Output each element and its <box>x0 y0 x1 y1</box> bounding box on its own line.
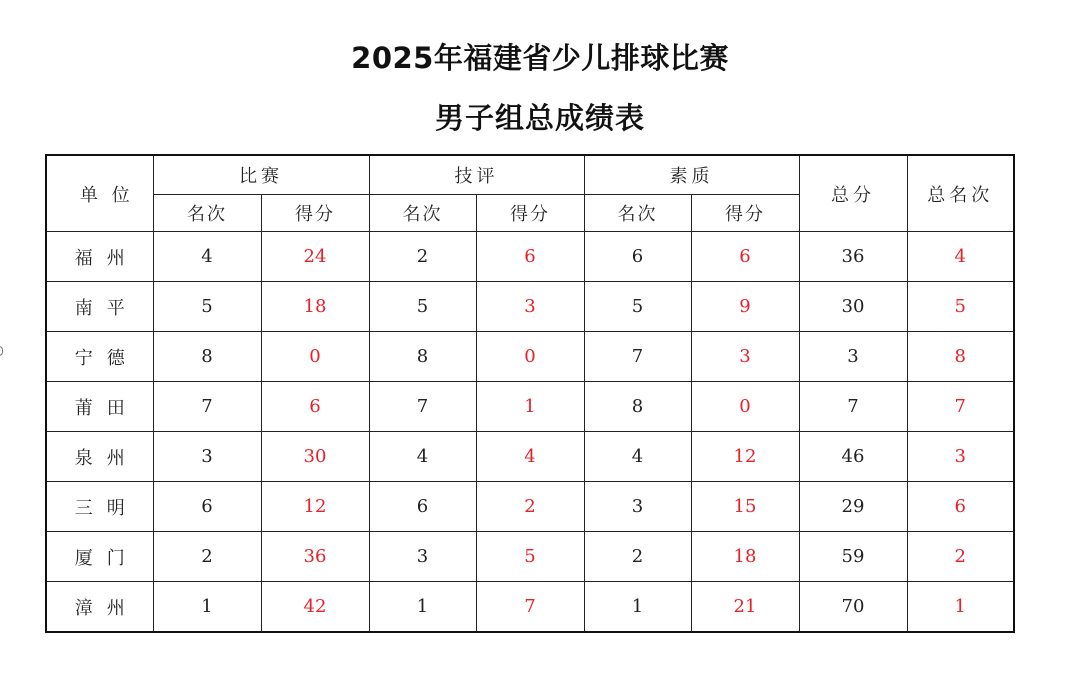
cell-skill-rank: 8 <box>369 332 476 382</box>
cell-match-score: 36 <box>261 532 369 582</box>
header-unit: 单 位 <box>46 155 153 232</box>
header-quality-score: 得分 <box>691 195 799 232</box>
cell-skill-rank: 5 <box>369 282 476 332</box>
cell-total: 36 <box>799 232 907 282</box>
cell-unit: 福州 <box>46 232 153 282</box>
cell-match-score: 42 <box>261 582 369 633</box>
cell-total: 30 <box>799 282 907 332</box>
cell-total-rank: 1 <box>907 582 1014 633</box>
cell-quality-rank: 6 <box>584 232 691 282</box>
cell-quality-rank: 8 <box>584 382 691 432</box>
cell-skill-score: 3 <box>476 282 584 332</box>
cell-skill-score: 6 <box>476 232 584 282</box>
cell-unit: 宁德 <box>46 332 153 382</box>
header-total-rank: 总名次 <box>907 155 1014 232</box>
page-edge-mark <box>0 346 3 356</box>
table-body <box>46 232 1014 633</box>
cell-quality-score: 18 <box>691 532 799 582</box>
cell-quality-score: 12 <box>691 432 799 482</box>
header-group-skill: 技评 <box>369 155 584 195</box>
cell-match-score: 18 <box>261 282 369 332</box>
cell-total: 59 <box>799 532 907 582</box>
cell-total-rank: 8 <box>907 332 1014 382</box>
cell-quality-score: 6 <box>691 232 799 282</box>
cell-unit: 漳州 <box>46 582 153 633</box>
cell-total: 3 <box>799 332 907 382</box>
cell-quality-rank: 4 <box>584 432 691 482</box>
header-row-1 <box>46 155 1014 195</box>
cell-unit: 莆田 <box>46 382 153 432</box>
cell-skill-rank: 2 <box>369 232 476 282</box>
header-quality-rank: 名次 <box>584 195 691 232</box>
cell-match-score: 30 <box>261 432 369 482</box>
cell-total: 46 <box>799 432 907 482</box>
cell-quality-rank: 3 <box>584 482 691 532</box>
cell-skill-score: 4 <box>476 432 584 482</box>
table-row <box>46 482 1014 532</box>
table-row <box>46 582 1014 633</box>
cell-quality-score: 3 <box>691 332 799 382</box>
cell-total: 7 <box>799 382 907 432</box>
cell-skill-rank: 6 <box>369 482 476 532</box>
cell-match-rank: 6 <box>153 482 261 532</box>
table-row <box>46 232 1014 282</box>
cell-match-rank: 4 <box>153 232 261 282</box>
cell-skill-score: 7 <box>476 582 584 633</box>
cell-skill-score: 5 <box>476 532 584 582</box>
cell-quality-rank: 7 <box>584 332 691 382</box>
cell-total-rank: 7 <box>907 382 1014 432</box>
cell-unit: 泉州 <box>46 432 153 482</box>
cell-total-rank: 4 <box>907 232 1014 282</box>
cell-quality-score: 15 <box>691 482 799 532</box>
cell-match-rank: 2 <box>153 532 261 582</box>
cell-unit: 三明 <box>46 482 153 532</box>
cell-total-rank: 5 <box>907 282 1014 332</box>
cell-skill-rank: 1 <box>369 582 476 633</box>
header-match-rank: 名次 <box>153 195 261 232</box>
header-match-score: 得分 <box>261 195 369 232</box>
header-group-quality: 素质 <box>584 155 799 195</box>
table-row <box>46 282 1014 332</box>
cell-quality-rank: 5 <box>584 282 691 332</box>
cell-total-rank: 2 <box>907 532 1014 582</box>
table-row <box>46 532 1014 582</box>
cell-match-rank: 5 <box>153 282 261 332</box>
table-row <box>46 382 1014 432</box>
cell-match-score: 0 <box>261 332 369 382</box>
results-table <box>45 154 1015 633</box>
cell-skill-score: 1 <box>476 382 584 432</box>
cell-total-rank: 6 <box>907 482 1014 532</box>
cell-quality-rank: 1 <box>584 582 691 633</box>
header-total: 总分 <box>799 155 907 232</box>
cell-total: 29 <box>799 482 907 532</box>
cell-skill-score: 0 <box>476 332 584 382</box>
cell-total: 70 <box>799 582 907 633</box>
document-title: 2025年福建省少儿排球比赛 <box>351 41 729 75</box>
cell-quality-rank: 2 <box>584 532 691 582</box>
table-row <box>46 432 1014 482</box>
cell-match-rank: 1 <box>153 582 261 633</box>
cell-skill-rank: 3 <box>369 532 476 582</box>
cell-match-rank: 8 <box>153 332 261 382</box>
cell-match-rank: 7 <box>153 382 261 432</box>
cell-quality-score: 21 <box>691 582 799 633</box>
cell-match-rank: 3 <box>153 432 261 482</box>
cell-quality-score: 0 <box>691 382 799 432</box>
document-subtitle: 男子组总成绩表 <box>434 101 645 135</box>
cell-skill-score: 2 <box>476 482 584 532</box>
cell-quality-score: 9 <box>691 282 799 332</box>
cell-skill-rank: 7 <box>369 382 476 432</box>
cell-unit: 厦门 <box>46 532 153 582</box>
cell-match-score: 6 <box>261 382 369 432</box>
cell-match-score: 12 <box>261 482 369 532</box>
cell-unit: 南平 <box>46 282 153 332</box>
cell-total-rank: 3 <box>907 432 1014 482</box>
cell-skill-rank: 4 <box>369 432 476 482</box>
header-skill-score: 得分 <box>476 195 584 232</box>
cell-match-score: 24 <box>261 232 369 282</box>
header-group-match: 比赛 <box>153 155 369 195</box>
header-skill-rank: 名次 <box>369 195 476 232</box>
table-row <box>46 332 1014 382</box>
